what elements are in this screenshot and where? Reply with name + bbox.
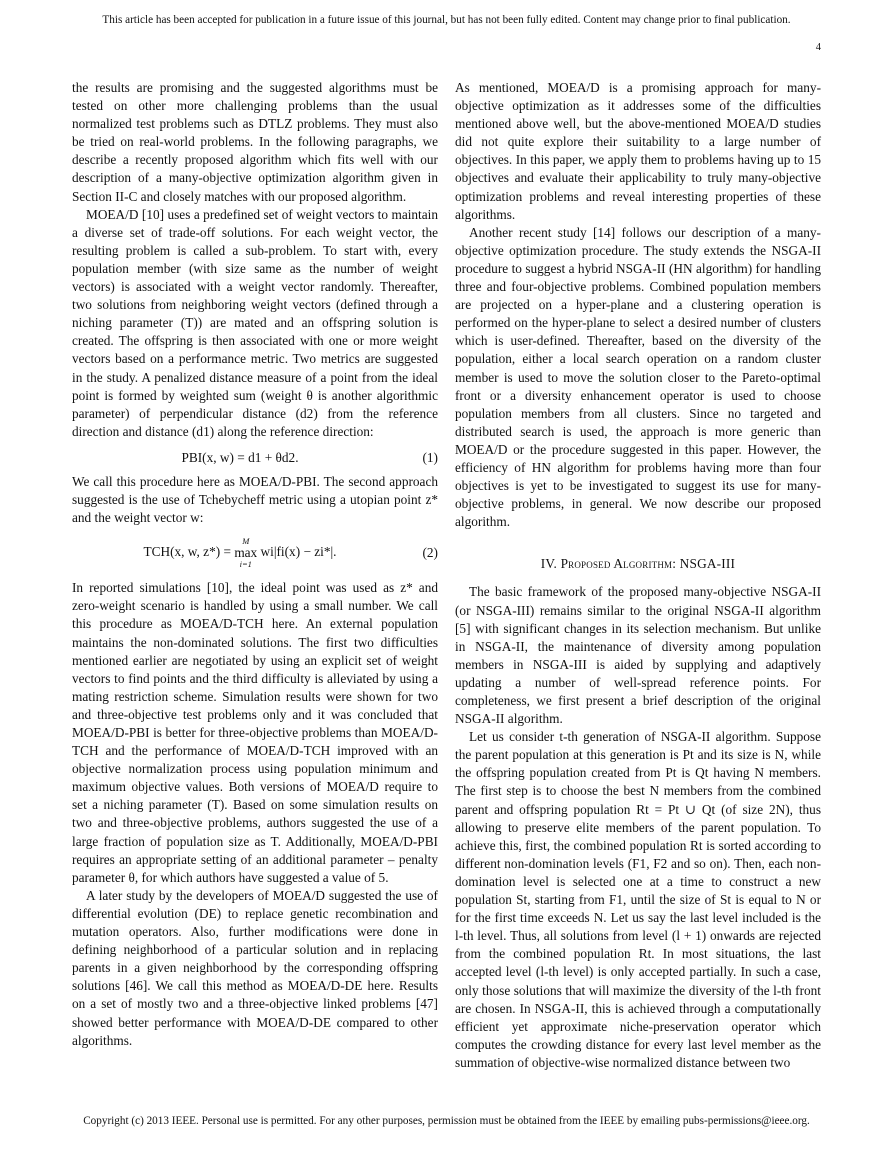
equation-lhs: TCH(x, w, z*) =	[143, 544, 235, 560]
journal-banner: This article has been accepted for publication in a future issue of this journal, but has not been fully edited. Content may change prior to final publication.	[102, 14, 791, 26]
equation-body	[72, 537, 408, 569]
equation-2	[72, 537, 438, 569]
section-title: Proposed Algorithm: NSGA-III	[560, 556, 736, 572]
section-heading	[455, 555, 821, 573]
equation-number: (1)	[422, 449, 438, 465]
equation-1	[72, 449, 438, 467]
max-operator	[234, 537, 257, 569]
max-upper-limit: M	[242, 536, 250, 547]
section-number: IV.	[540, 556, 558, 572]
max-symbol: max	[234, 545, 258, 561]
page-number: 4	[815, 42, 821, 53]
equation-number: (2)	[422, 545, 438, 561]
paragraph: In reported simulations [10], the ideal point was used as z* and zero-weight scenario is handled by using a small number. We call this procedure as MOEA/D-TCH here. An external population maintains the non-dominated solutions. The first two difficulties mentioned earlier are negotiated by using an explicit set of weight vectors to find points and the third difficulty is alleviated by using a mating restriction scheme. Simulation results were shown for two and three-objective test problems only and it was concluded that MOEA/D-PBI is better for three-objective problems than MOEA/D-TCH and the performance of MOEA/D-TCH improved with an objective normalization process using population minimum and maximum objective values. Both versions of MOEA/D require to set a niching parameter (T). Based on some simulation results on two and three-objective problems, authors suggested the use of a large fraction of population size as T. Additionally, MOEA/D-PBI requires an appropriate setting of an additional parameter – penalty parameter θ, for which authors have suggested a value of 5.	[72, 580, 438, 885]
left-column	[72, 79, 438, 1050]
paragraph: Another recent study [14] follows our description of a many-objective optimization procedure. The study extends the NSGA-II procedure to suggest a hybrid NSGA-II (HN algorithm) for handling three and four-objective problems. Combined population members are projected on a hyper-plane and a clustering operation is performed on the hyper-plane to select a desired number of clusters which is user-defined. Thereafter, based on the diversity of the population, either a local search operation on a random cluster member is used to move the solution closer to the Pareto-optimal front or a diversity enhancement operator is used to choose population members from all clusters. Since no targeted and distributed search is used, the approach is more generic than MOEA/D or the procedure suggested in this paper. However, the efficiency of HN algorithm for problems having more than four objectives is yet to be investigated to suggest its use for many-objective problems, in general. We now describe our proposed algorithm.	[455, 224, 821, 530]
equation-rhs: wi|fi(x) − zi*|.	[260, 544, 337, 560]
paragraph: Let us consider t-th generation of NSGA-II algorithm. Suppose the parent population at this generation is Pt and its size is N, while the offspring population created from Pt is Qt having N members. The first step is to choose the best N members from the combined parent and offspring population Rt = Pt ∪ Qt (of size 2N), thus allowing to preserve elite members of the parent population. To achieve this, first, the combined population Rt is sorted according to different non-domination levels (F1, F2 and so on). Then, each non-domination level is selected one at a time to construct a new population St, starting from F1, until the size of St is equal to N or for the first time exceeds N. Let us say the last level included is the l-th level. Thus, all solutions from level (l + 1) onwards are rejected from the combined population Rt. In most situations, the last accepted level (l-th level) is only accepted partially. In such a case, only those solutions that will maximize the diversity of the l-th front are chosen. In NSGA-II, this is achieved through a computationally efficient yet approximate niche-preservation operator which computes the crowding distance for every last level member as the summation of objective-wise normalized distance between two	[455, 729, 821, 1070]
paragraph: A later study by the developers of MOEA/D suggested the use of differential evolution (DE) to replace genetic recombination and mutation operators. Also, further modifications were done in defining neighborhood of a particular solution and in replacing parents in a given neighborhood by the corresponding offspring solutions [46]. We call this method as MOEA/D-DE here. Results on a set of mostly two and a three-objective linked problems [47] showed better performance with MOEA/D-DE compared to other algorithms.	[72, 887, 438, 1048]
paragraph: We call this procedure here as MOEA/D-PBI. The second approach suggested is the use of Tchebycheff metric using a utopian point z* and the weight vector w:	[72, 473, 438, 526]
equation-body: PBI(x, w) = d1 + θd2.	[181, 449, 299, 465]
max-lower-limit: i=1	[239, 559, 252, 570]
right-column	[455, 79, 821, 1072]
paragraph: The basic framework of the proposed many-objective NSGA-II (or NSGA-III) remains similar to the original NSGA-II algorithm [5] with significant changes in its selection mechanism. But unlike in NSGA-II, the maintenance of diversity among population members in NSGA-III is aided by supplying and adaptively updating a number of well-spread reference points. For completeness, we first present a brief description of the original NSGA-II algorithm.	[455, 584, 821, 727]
paragraph: the results are promising and the suggested algorithms must be tested on other more challenging problems than the usual normalized test problems such as DTLZ problems. They must also be tried on real-world problems. In the following paragraphs, we describe a recently proposed algorithm which fits well with our description of a many-objective optimization algorithm given in Section II-C and closely matches with our proposed algorithm.	[72, 80, 438, 204]
copyright-footer: Copyright (c) 2013 IEEE. Personal use is permitted. For any other purposes, permission must be obtained from the IEEE by emailing pubs-permissions@ieee.org.	[83, 1115, 810, 1127]
paragraph: MOEA/D [10] uses a predefined set of weight vectors to maintain a diverse set of trade-off solutions. For each weight vector, the resulting problem is called a sub-problem. To start with, every population member (with size same as the number of weight vectors) is associated with a weight vector randomly. Thereafter, two solutions from neighboring weight vectors (defined through a niching parameter (T)) are mated and an offspring solution is created. The offspring is then associated with one or more weight vectors based on a performance metric. Two metrics are suggested in the study. A penalized distance measure of a point from the ideal point is formed by weighted sum (weight θ is another algorithmic parameter) of perpendicular distance (d2) from the reference direction and distance (d1) along the reference direction:	[72, 206, 438, 439]
paragraph: As mentioned, MOEA/D is a promising approach for many-objective optimization as it addresses some of the difficulties mentioned above well, but the above-mentioned MOEA/D studies did not quite explore their suitability to a large number of objectives. In this paper, we apply them to problems having up to 15 objectives and evaluate their applicability to truly many-objective optimization problems and reveal interesting properties of these algorithms.	[455, 80, 821, 222]
